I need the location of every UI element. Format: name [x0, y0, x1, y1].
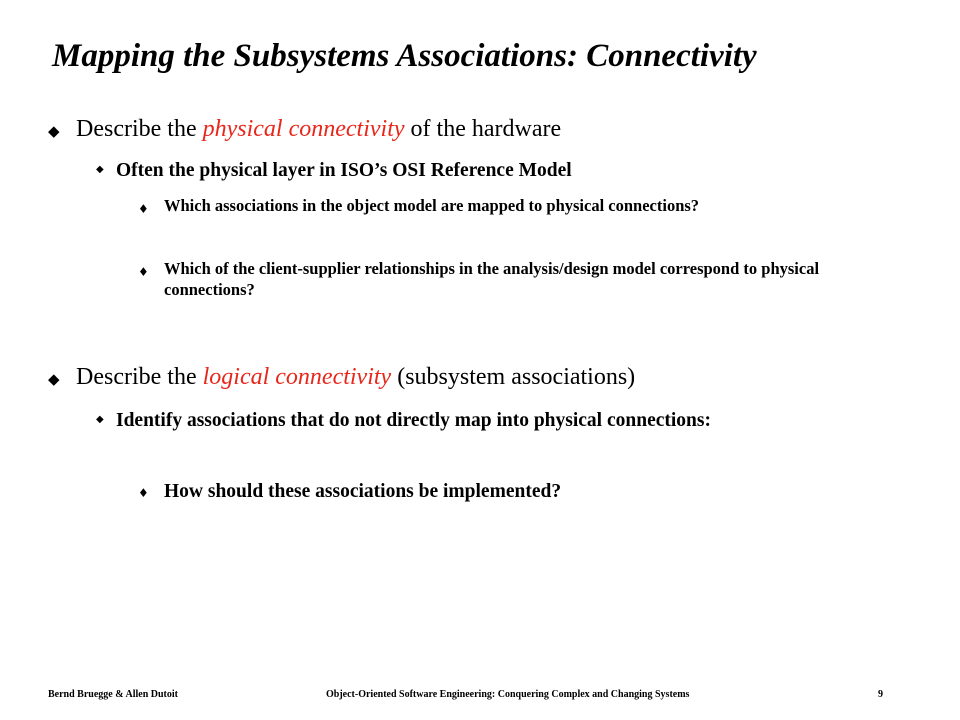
diamond-small-bullet-icon: ♦: [138, 202, 149, 216]
bullet-emphasis: physical connectivity: [202, 116, 405, 142]
item-text: Which associations in the object model are mapped to physical connections?: [164, 196, 700, 215]
bullet-logical-connectivity: [48, 364, 635, 391]
diamond-bullet-icon: ◆: [96, 164, 104, 175]
sub-bullet-text: Identify associations that do not directly map into physical connections:: [116, 410, 711, 431]
square-bullet-icon: ◆: [48, 122, 60, 140]
bullet-prefix: Describe the: [76, 116, 197, 142]
sub-bullet-identify-associations: [96, 407, 816, 434]
bullet-prefix: Describe the: [76, 364, 197, 390]
bullet-suffix: of the hardware: [410, 116, 562, 142]
item-text: How should these associations be implemented?: [164, 481, 562, 502]
diamond-small-bullet-icon: ♦: [138, 486, 149, 500]
item-text: Which of the client-supplier relationships in the analysis/design model correspond to physical connections?: [164, 259, 820, 299]
square-bullet-icon: ◆: [48, 370, 60, 388]
bullet-physical-connectivity: [48, 116, 561, 143]
slide-title: Mapping the Subsystems Associations: Connectivity: [52, 38, 757, 74]
sub-bullet-osi-layer: [96, 157, 896, 184]
item-client-supplier: [138, 258, 888, 300]
item-how-implemented: [138, 478, 858, 505]
diamond-bullet-icon: ◆: [96, 414, 104, 425]
sub-bullet-text: Often the physical layer in ISO’s OSI Reference Model: [116, 160, 572, 181]
item-associations-mapped: [138, 195, 858, 216]
bullet-suffix: (subsystem associations): [397, 364, 636, 390]
diamond-small-bullet-icon: ♦: [138, 265, 149, 279]
footer-page-number: 9: [878, 689, 883, 700]
footer-authors: Bernd Bruegge & Allen Dutoit: [48, 689, 178, 700]
bullet-emphasis: logical connectivity: [202, 364, 392, 390]
footer-book-title: Object-Oriented Software Engineering: Conquering Complex and Changing Systems: [326, 689, 690, 700]
